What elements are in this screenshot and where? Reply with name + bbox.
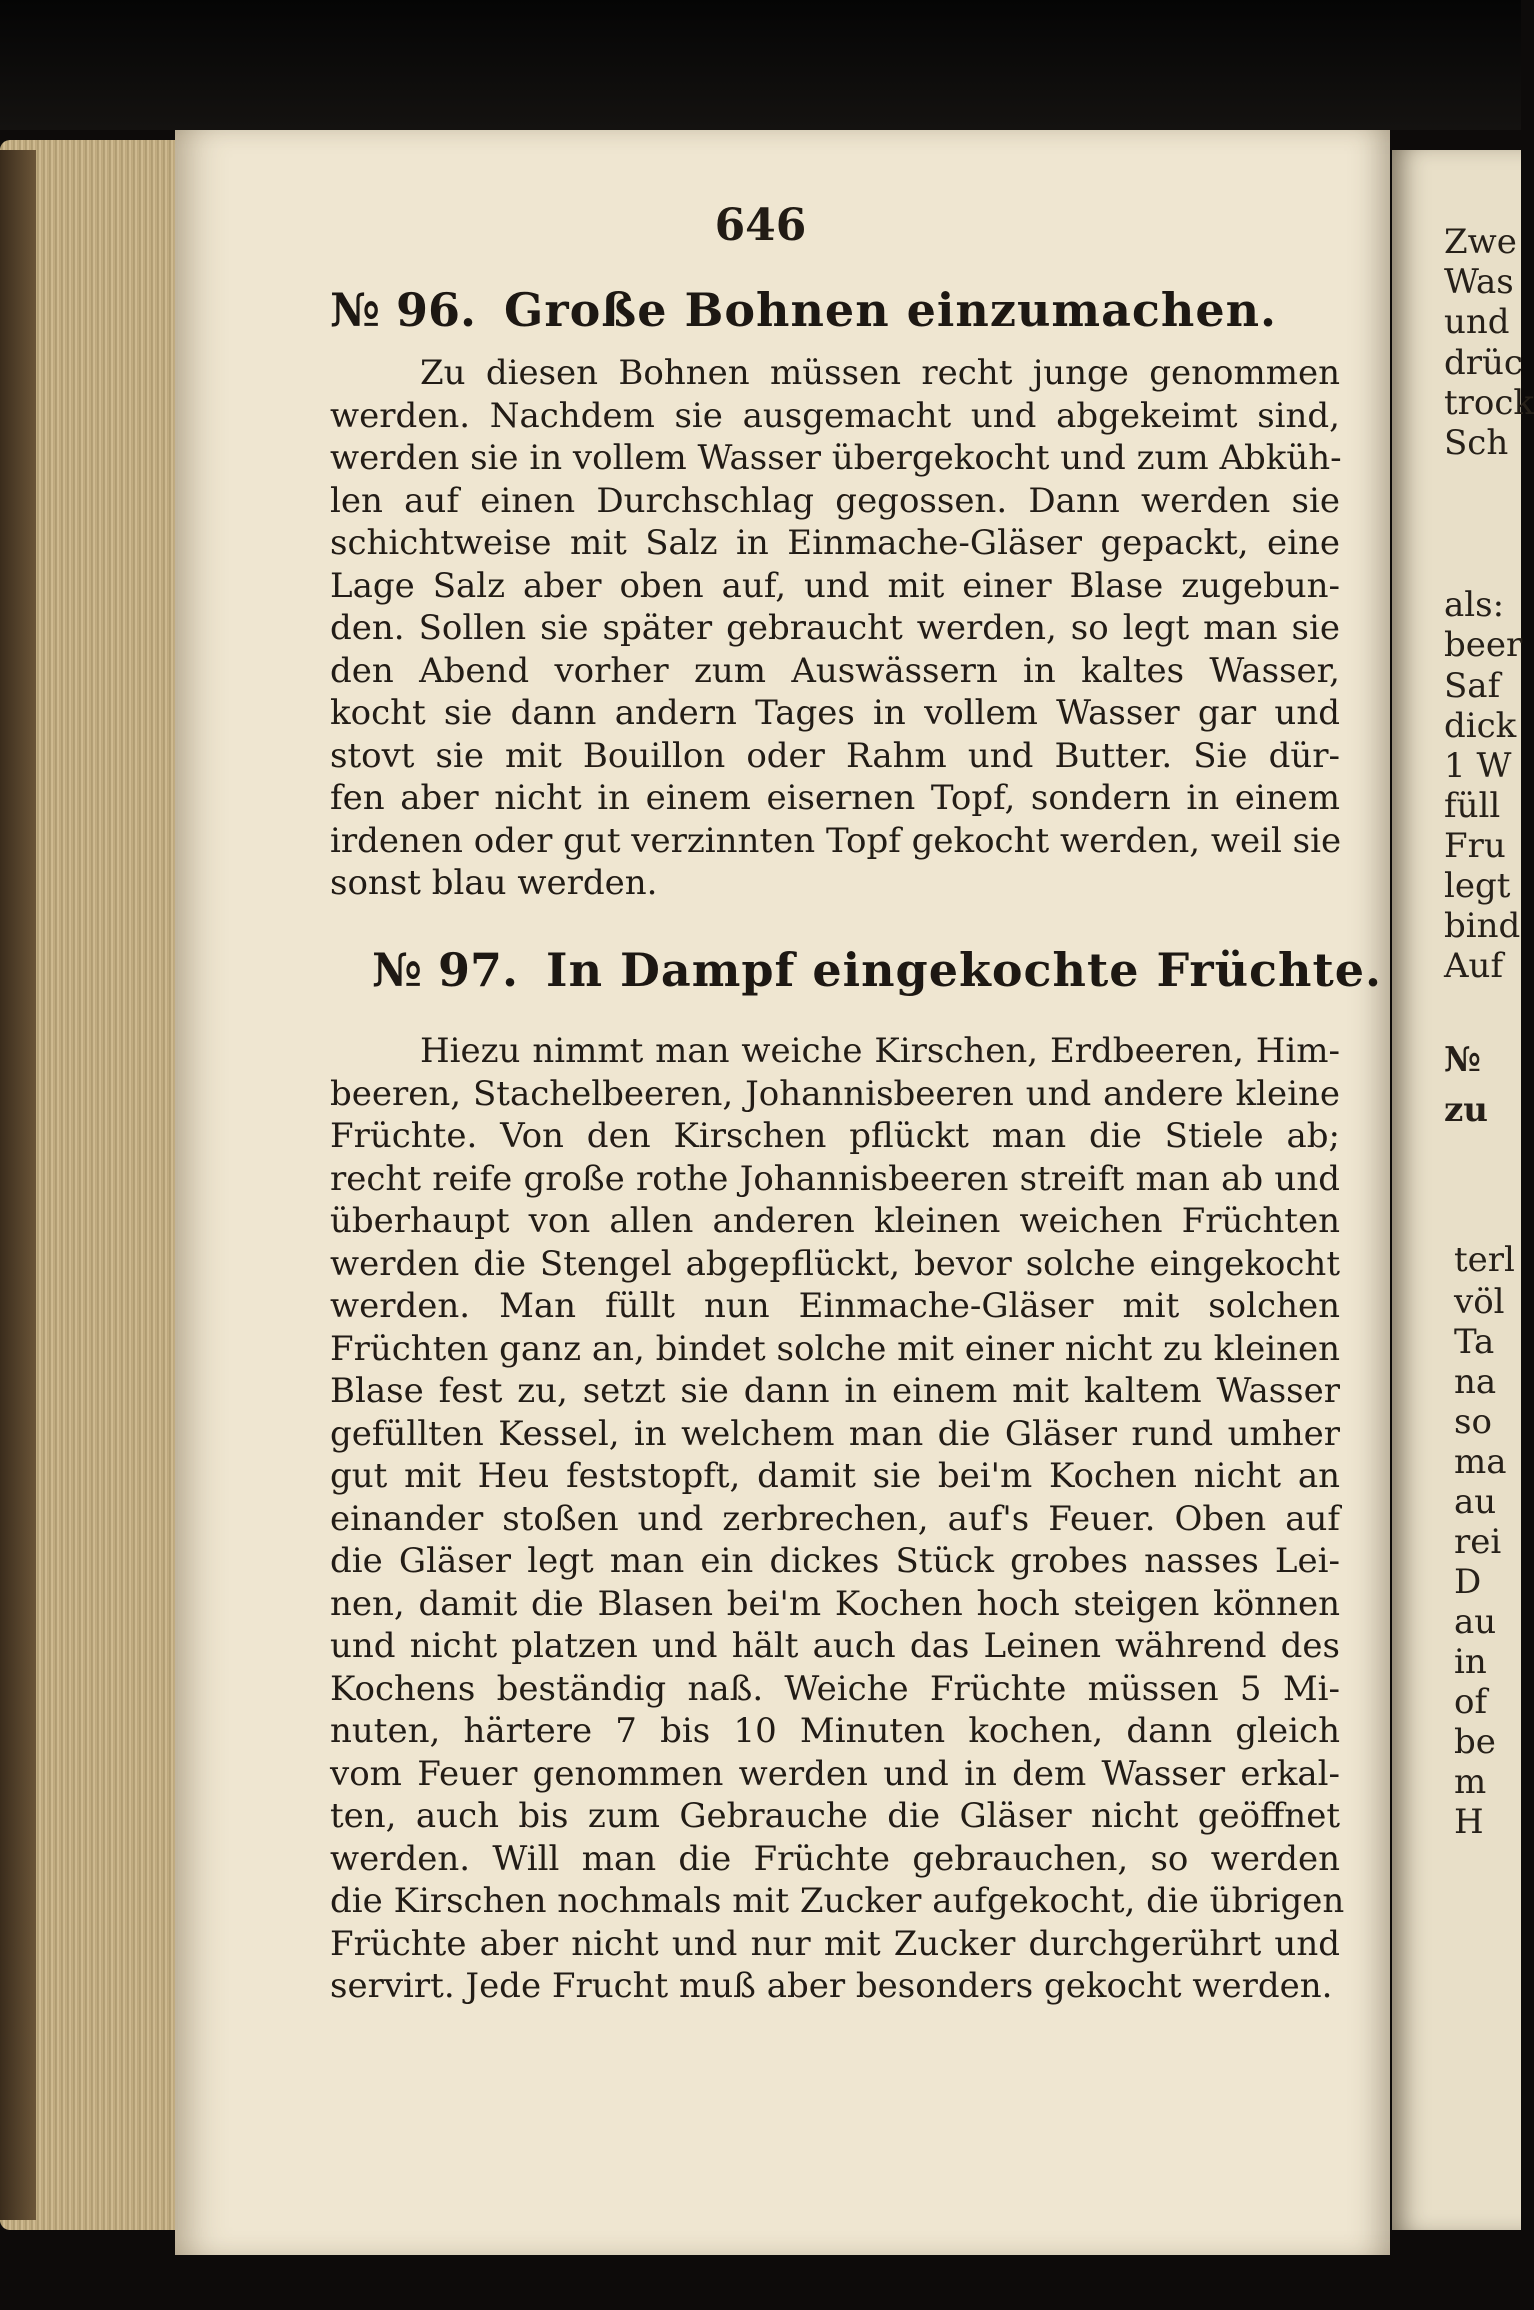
text-line: nen, damit die Blasen bei'm Kochen hoch steigen können xyxy=(330,1583,1340,1624)
facing-page-text-fragment: als: xyxy=(1444,585,1505,625)
facing-page-text-fragment: Fru xyxy=(1444,826,1506,866)
text-line: nuten, härtere 7 bis 10 Minuten kochen, dann gleich xyxy=(330,1711,1340,1751)
text-line: werden. Nachdem sie ausgemacht und abgekeimt sind, xyxy=(330,395,1340,436)
facing-page-fragment xyxy=(1392,150,1534,2230)
recipe-97-title: In Dampf eingekochte Früchte. xyxy=(546,943,1383,997)
recipe-96-text xyxy=(330,352,1340,905)
facing-page-text-fragment: rei xyxy=(1454,1522,1502,1562)
text-line: Kochens beständig naß. Weiche Früchte müssen 5 Mi- xyxy=(330,1668,1340,1709)
facing-page-text-fragment: H xyxy=(1454,1802,1484,1842)
text-line: stovt sie mit Bouillon oder Rahm und Butter. Sie dür- xyxy=(330,735,1340,776)
facing-page-text-fragment: m xyxy=(1454,1762,1487,1802)
text-line: den Abend vorher zum Auswässern in kaltes Wasser, xyxy=(330,650,1340,691)
text-line: Zu diesen Bohnen müssen recht junge genommen xyxy=(420,353,1340,393)
facing-page-text-fragment: beer xyxy=(1444,625,1523,665)
facing-page-text-fragment: so xyxy=(1454,1402,1492,1442)
recipe-96-title: Große Bohnen einzumachen. xyxy=(504,283,1278,337)
text-line: Früchte aber nicht und nur mit Zucker durchgerührt und xyxy=(330,1923,1340,1964)
text-line: werden. Man füllt nun Einmache-Gläser mit solchen xyxy=(330,1286,1340,1326)
facing-page-text-fragment: dick xyxy=(1444,706,1517,746)
facing-page-text-fragment: au xyxy=(1454,1602,1497,1642)
text-line: werden die Stengel abgepflückt, bevor solche eingekocht xyxy=(330,1243,1340,1284)
text-line: len auf einen Durchschlag gegossen. Dann werden sie xyxy=(330,480,1340,521)
text-line: einander stoßen und zerbrechen, auf's Feuer. Oben auf xyxy=(330,1498,1340,1539)
facing-page-text-fragment: na xyxy=(1454,1362,1497,1402)
text-line: vom Feuer genommen werden und in dem Wasser erkal- xyxy=(330,1753,1340,1794)
facing-page-text-fragment: und xyxy=(1444,302,1510,342)
text-line: ten, auch bis zum Gebrauche die Gläser nicht geöffnet xyxy=(330,1796,1340,1836)
text-line: werden. Will man die Früchte gebrauchen, so werden xyxy=(330,1838,1340,1879)
facing-page-text-fragment: bind xyxy=(1444,906,1521,946)
text-line: recht reife große rothe Johannisbeeren streift man ab und xyxy=(330,1158,1340,1199)
text-line: überhaupt von allen anderen kleinen weichen Früchten xyxy=(330,1201,1340,1241)
facing-page-text-fragment: legt xyxy=(1444,866,1511,906)
recipe-96-number: № 96. xyxy=(330,283,477,337)
facing-page-text-fragment: in xyxy=(1454,1642,1487,1682)
recipe-96-heading xyxy=(330,283,1330,337)
facing-page-text-fragment: trock xyxy=(1444,383,1534,423)
recipe-97-text xyxy=(330,1030,1345,2008)
facing-page-text-fragment: Saf xyxy=(1444,666,1501,706)
text-line: Früchten ganz an, bindet solche mit einer nicht zu kleinen xyxy=(330,1328,1341,1369)
facing-page-text-fragment: Sch xyxy=(1444,423,1509,463)
text-line: servirt. Jede Frucht muß aber besonders gekocht werden. xyxy=(330,1966,1333,2006)
text-line: den. Sollen sie später gebraucht werden, so legt man sie xyxy=(330,608,1340,648)
scan-top-background xyxy=(0,0,1521,130)
facing-page-text-fragment: 1 W xyxy=(1444,746,1512,786)
text-line: sonst blau werden. xyxy=(330,863,658,903)
page-number: 646 xyxy=(714,200,807,251)
recipe-97-number: № 97. xyxy=(372,943,519,997)
text-line: Hiezu nimmt man weiche Kirschen, Erdbeeren, Him- xyxy=(420,1031,1340,1071)
facing-page-text-fragment: Auf xyxy=(1444,946,1504,986)
text-line: Lage Salz aber oben auf, und mit einer Blase zugebun- xyxy=(330,565,1340,606)
text-line: werden sie in vollem Wasser übergekocht und zum Abküh- xyxy=(330,438,1342,478)
text-line: beeren, Stachelbeeren, Johannisbeeren und andere kleine xyxy=(330,1073,1340,1114)
text-line: die Kirschen nochmals mit Zucker aufgekocht, die übrigen xyxy=(330,1881,1345,1921)
text-line: schichtweise mit Salz in Einmache-Gläser gepackt, eine xyxy=(330,523,1340,563)
facing-page-text-fragment: terl xyxy=(1454,1240,1515,1280)
text-line: gut mit Heu feststopft, damit sie bei'm Kochen nicht an xyxy=(330,1456,1340,1496)
facing-page-text-fragment: D xyxy=(1454,1562,1482,1602)
text-line: gefüllten Kessel, in welchem man die Gläser rund umher xyxy=(330,1413,1340,1454)
text-line: die Gläser legt man ein dickes Stück grobes nasses Lei- xyxy=(330,1541,1340,1581)
facing-page-text-fragment: of xyxy=(1454,1682,1488,1722)
text-line: kocht sie dann andern Tages in vollem Wasser gar und xyxy=(330,693,1340,733)
facing-page-text-fragment: drüc xyxy=(1444,343,1523,383)
text-line: irdenen oder gut verzinnten Topf gekocht werden, weil sie xyxy=(330,820,1342,861)
facing-page-text-fragment: völ xyxy=(1454,1282,1505,1322)
facing-page-text-fragment: Ta xyxy=(1454,1322,1495,1362)
facing-page-text-fragment: zu xyxy=(1444,1090,1489,1130)
book-cover-edge xyxy=(0,150,36,2220)
facing-page-text-fragment: ma xyxy=(1454,1442,1507,1482)
text-line: fen aber nicht in einem eisernen Topf, sondern in einem xyxy=(330,778,1340,818)
facing-page-text-fragment: au xyxy=(1454,1482,1497,1522)
text-line: Früchte. Von den Kirschen pflückt man die Stiele ab; xyxy=(330,1116,1340,1156)
facing-page-text-fragment: füll xyxy=(1444,786,1501,826)
facing-page-text-fragment: Zwe xyxy=(1444,222,1517,262)
recipe-97-heading xyxy=(372,943,1383,997)
facing-page-text-fragment: Was xyxy=(1444,262,1514,302)
text-line: Blase fest zu, setzt sie dann in einem mit kaltem Wasser xyxy=(330,1371,1340,1411)
text-line: und nicht platzen und hält auch das Leinen während des xyxy=(330,1626,1340,1666)
facing-page-text-fragment: be xyxy=(1454,1722,1496,1762)
facing-page-text-fragment: № xyxy=(1444,1040,1481,1080)
